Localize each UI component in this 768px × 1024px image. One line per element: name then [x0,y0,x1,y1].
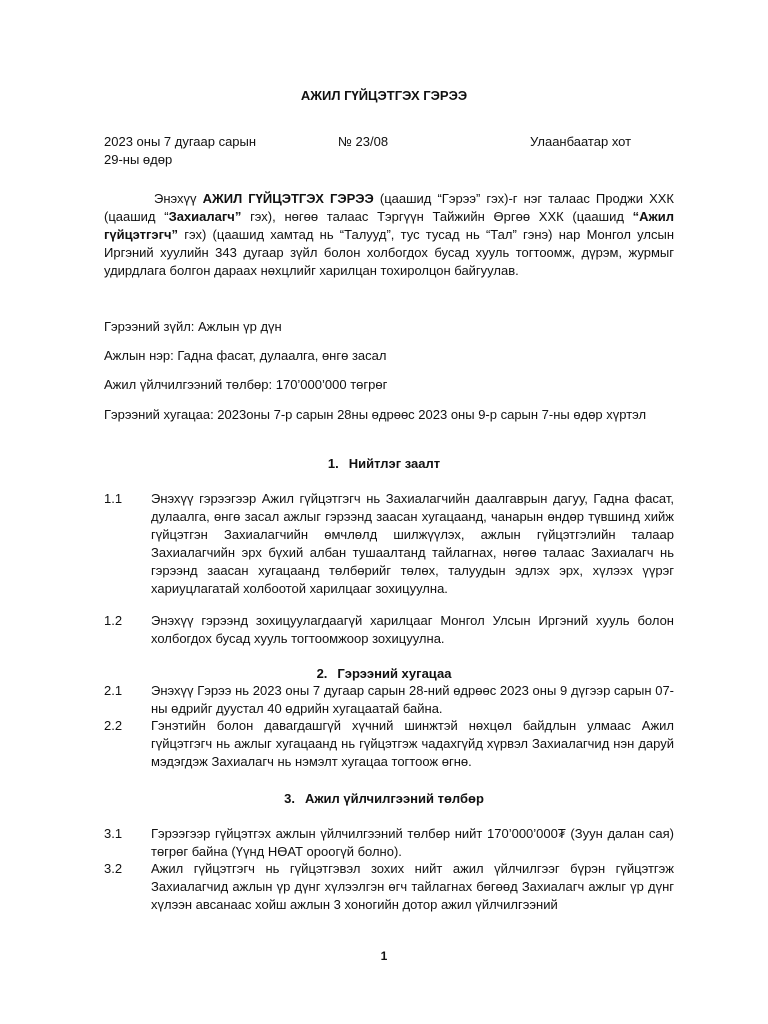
field-work-name: Ажлын нэр: Гадна фасат, дулаалга, өнгө засал [104,348,387,363]
field-term: Гэрээний хугацаа: 2023оны 7-р сарын 28ны өдрөөс 2023 оны 9-р сарын 7-ны өдөр хүртэл [104,407,647,422]
field-subject: Гэрээний зүйл: Ажлын үр дүн [104,319,282,334]
page-number: 1 [380,949,388,963]
section-heading: 1. Нийтлэг заалт [327,456,441,471]
contract-date: 2023 оны 7 дугаар сарын 29-ны өдөр [104,134,257,167]
document-title: АЖИЛ ГҮЙЦЭТГЭХ ГЭРЭЭ [300,88,468,103]
section-heading: 3. Ажил үйлчилгээний төлбөр [284,791,484,806]
contract-number: № 23/08 [338,134,389,149]
field-fee: Ажил үйлчилгээний төлбөр: 170’000’000 төгрөг [104,377,388,392]
section-heading: 2. Гэрээний хугацаа [316,666,452,681]
contract-place: Улаанбаатар хот [530,134,632,149]
intro-paragraph: Энэхүү АЖИЛ ГҮЙЦЭТГЭХ ГЭРЭЭ (цаашид “Гэрээ” гэх)-г нэг талаас Проджи ХХК (цаашид “Захиалагч” гэх), нөгөө талаас Тэргүүн Тайжийн Өргөө ХХК (цаашид “Ажил гүйцэтгэгч” гэх) (цаашид хамтад нь “Талууд”, тус тусад нь “Тал” гэнэ) нар Монгол улсын Иргэний хуулийн 343 дугаар зүйл болон холбогдох бусад хууль тогтоомж, дүрэм, журмыг удирдлага болгон дараах нөхцлийг харилцан тохиролцон байгуулав. [104,191,674,278]
